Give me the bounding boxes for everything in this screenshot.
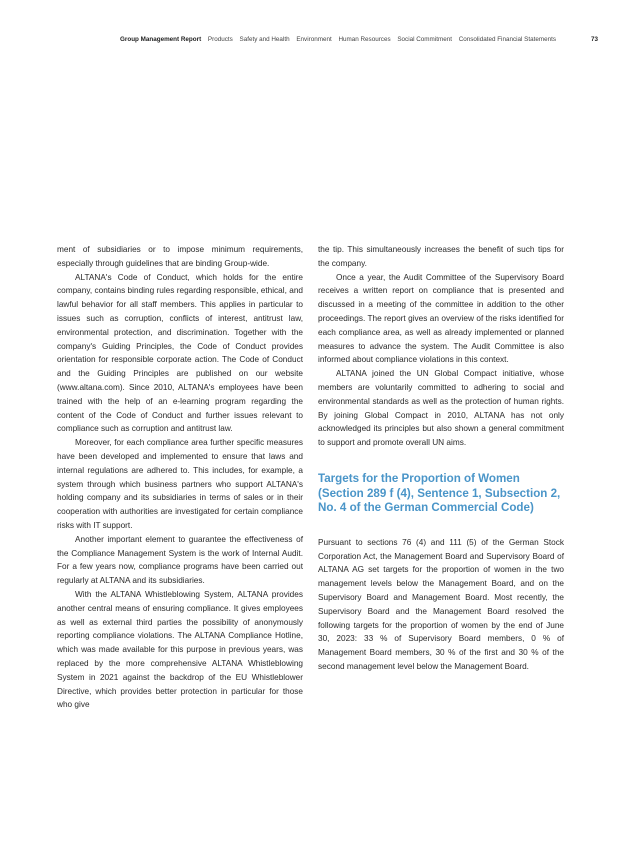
nav-consolidated-financial-statements[interactable]: Consolidated Financial Statements: [458, 36, 557, 43]
running-header: [120, 36, 598, 48]
left-paragraph-5: With the ALTANA Whistleblowing System, ALTANA provides another central means of ensuring compliance. It gives employees as well as external third parties the possibility of anonymously reporting compliance violations. The ALTANA Compliance Hotline, which was made available for this purpose in previous years, was replaced by the more comprehensive ALTANA Whistleblowing System in 2021 against the backdrop of the EU Whistleblower Directive, which provides better protection in particular for those who give: [57, 589, 303, 710]
right-paragraph-2: Once a year, the Audit Committee of the Supervisory Board receives a written report on compliance that is presented and discussed in a meeting of the committee in addition to the other proceedings. The report gives an overview of the risks identified for each compliance area, as well as already implemented or planned measures to advance the system. The Audit Committee is also informed about compliance violations in this context.: [318, 272, 564, 365]
nav-group-management-report[interactable]: Group Management Report: [120, 36, 202, 43]
left-paragraph-4: Another important element to guarantee the effectiveness of the Compliance Management System is the work of Internal Audit. For a few years now, compliance programs have been carried out regularly at ALTANA and its subsidiaries.: [57, 534, 303, 586]
header-nav: [120, 36, 561, 43]
right-column: [318, 243, 564, 674]
page-number: 73: [590, 36, 598, 43]
section-paragraph-women-targets: Pursuant to sections 76 (4) and 111 (5) of the German Stock Corporation Act, the Management Board and Supervisory Board of ALTANA AG set targets for the proportion of women in the two management levels below the Management Board, and on the Supervisory Board and Management Board. Most recently, the Supervisory Board and the Management Board resolved the following targets for the proportion of women by the end of June 30, 2023: 33 % of Supervisory Board members, 0 % of Management Board members, 30 % of the first and 30 % of the second management level below the Management Board.: [318, 537, 564, 671]
nav-products[interactable]: Products: [207, 36, 233, 43]
left-column: [57, 243, 303, 712]
nav-safety-and-health[interactable]: Safety and Health: [239, 36, 290, 43]
left-paragraph-3: Moreover, for each compliance area further specific measures have been developed and implemented to ensure that laws and internal regulations are adhered to. This includes, for example, a system through which business partners who support ALTANA's holding company and its subsidiaries in terms of sales or in their cooperation with authorities are investigated for certain compliance risks with IT support.: [57, 438, 303, 530]
right-paragraph-1: the tip. This simultaneously increases the benefit of such tips for the company.: [318, 245, 564, 268]
nav-human-resources[interactable]: Human Resources: [338, 36, 391, 43]
nav-social-commitment[interactable]: Social Commitment: [397, 36, 452, 43]
left-paragraph-1: ment of subsidiaries or to impose minimum requirements, especially through guidelines that are binding Group-wide.: [57, 245, 303, 268]
right-paragraph-3: ALTANA joined the UN Global Compact initiative, whose members are voluntarily committed to adhering to social and environmental standards as well as the protection of human rights. By joining Global Compact in 2010, ALTANA has not only acknowledged its principles but also shown a general commitment to support and promote overall UN aims.: [318, 369, 564, 448]
left-paragraph-2: ALTANA's Code of Conduct, which holds for the entire company, contains binding rules regarding responsible, ethical, and lawful behavior for all staff members. This applies in particular to issues such as corruption, conflicts of interest, antitrust law, environmental protection, and discrimination. Together with the company's Guiding Principles, the Code of Conduct provides orientation for responsible corporate action. The Code of Conduct and the Guiding Principles are published on our website (www.altana.com). Since 2010, ALTANA's employees have been trained with the help of an e-learning program regarding the content of the Code of Conduct and further issues relevant to compliance such as corruption and antitrust law.: [57, 272, 303, 434]
nav-environment[interactable]: Environment: [296, 36, 332, 43]
section-heading-women-targets: Targets for the Proportion of Women (Section 289 f (4), Sentence 1, Subsection 2, No. 4 of the German Commercial Code): [318, 471, 561, 515]
